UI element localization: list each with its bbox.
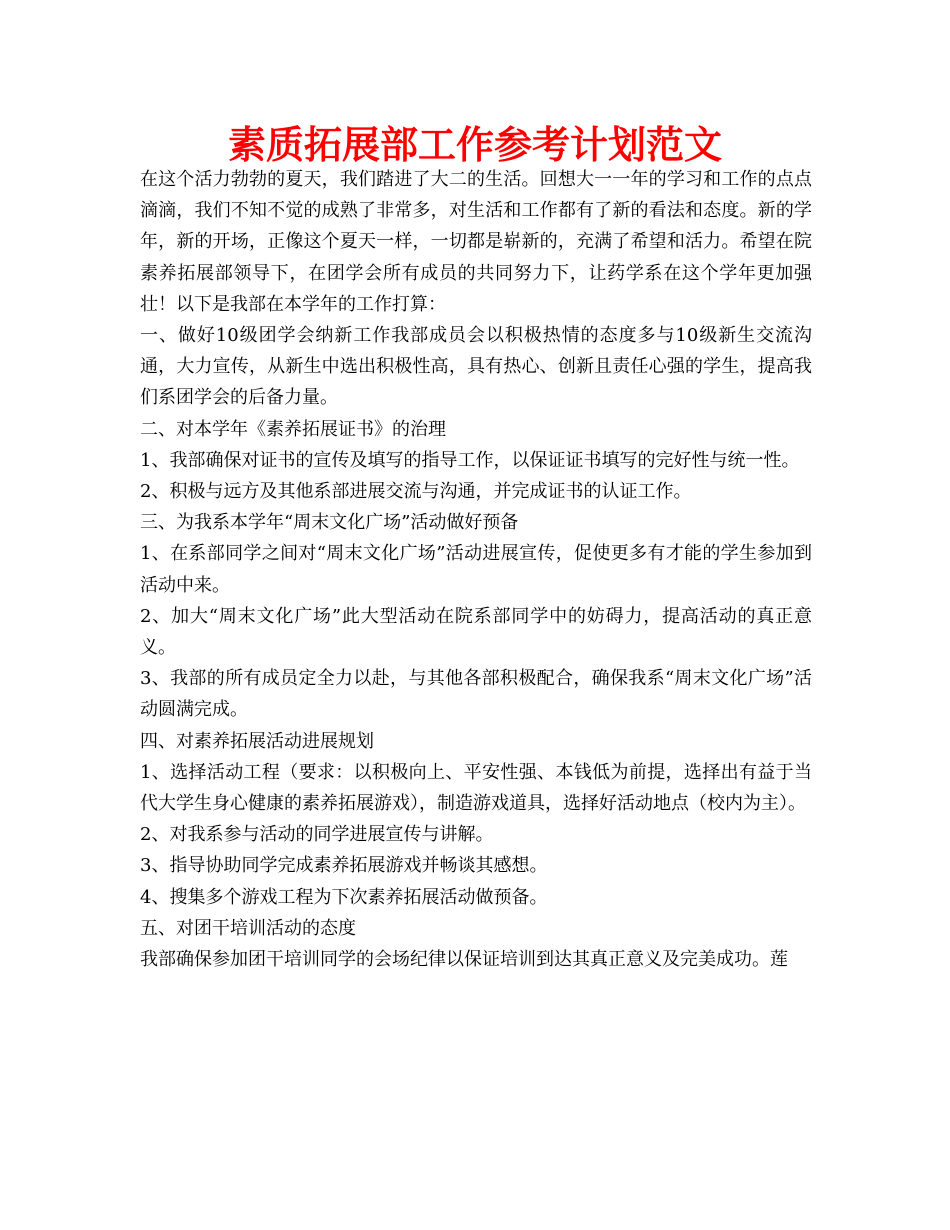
paragraph-item: 2、积极与远方及其他系部进展交流与沟通，并完成证书的认证工作。: [140, 481, 692, 503]
paragraph-item: 4、搜集多个游戏工程为下次素养拓展活动做预备。: [140, 886, 548, 908]
paragraph-section-1: 一、做好10级团学会纳新工作我部成员会以积极热情的态度多与10级新生交流沟通，大力宣传，从新生中选出积极性高，具有热心、创新且责任心强的学生，提高我们系团学会的后备力量。: [140, 325, 812, 409]
paragraph-intro: 在这个活力勃勃的夏天，我们踏进了大二的生活。回想大一一年的学习和工作的点点滴滴，我们不知不觉的成熟了非常多，对生活和工作都有了新的看法和态度。新的学年，新的开场，正像这个夏天一样，一切都是崭新的，充满了希望和活力。希望在院素养拓展部领导下，在团学会所有成员的共同努力下，让药学系在这个学年更加强壮！以下是我部在本学年的工作打算：: [140, 169, 812, 315]
paragraph-item: 我部确保参加团干培训同学的会场纪律以保证培训到达其真正意义及完美成功。莲: [140, 949, 788, 971]
paragraph-item: 3、指导协助同学完成素养拓展游戏并畅谈其感想。: [140, 855, 548, 877]
paragraph-item: 1、在系部同学之间对“周末文化广场”活动进展宣传，促使更多有才能的学生参加到活动中来。: [140, 543, 812, 596]
heading-section-3: 三、为我系本学年“周末文化广场”活动做好预备: [140, 512, 519, 534]
paragraph-item: 1、选择活动工程（要求：以积极向上、平安性强、本钱低为前提，选择出有益于当代大学生身心健康的素养拓展游戏），制造游戏道具，选择好活动地点（校内为主）。: [140, 761, 812, 815]
paragraph-item: 1、我部确保对证书的宣传及填写的指导工作，以保证证书填写的完好性与统一性。: [140, 449, 800, 471]
document-body: [140, 164, 812, 975]
document-title: 素质拓展部工作参考计划范文: [227, 122, 722, 167]
heading-section-4: 四、对素养拓展活动进展规划: [140, 730, 374, 752]
paragraph-item: 2、加大“周末文化广场”此大型活动在院系部同学中的妨碍力，提高活动的真正意义。: [140, 605, 812, 659]
paragraph-item: 2、对我系参与活动的同学进展宣传与讲解。: [140, 824, 494, 846]
heading-section-5: 五、对团干培训活动的态度: [140, 917, 356, 939]
heading-section-2: 二、对本学年《素养拓展证书》的治理: [140, 418, 446, 440]
paragraph-item: 3、我部的所有成员定全力以赴，与其他各部积极配合，确保我系“周末文化广场”活动圆满完成。: [140, 668, 812, 721]
